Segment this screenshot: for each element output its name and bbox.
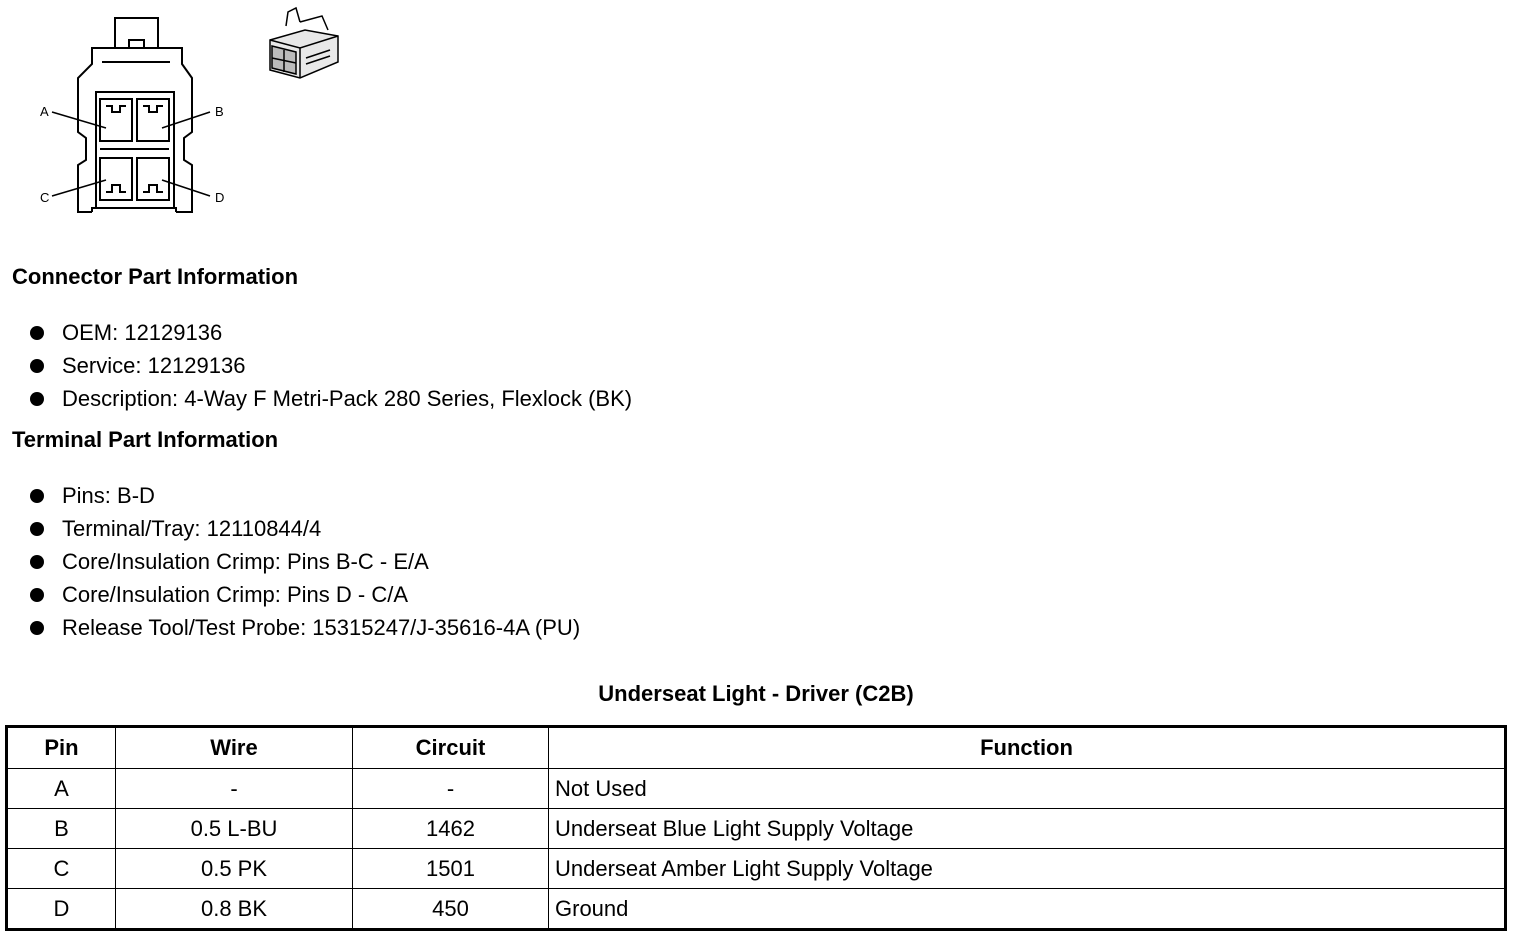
terminal-part-list bbox=[30, 479, 580, 644]
column-header-wire: Wire bbox=[116, 727, 353, 769]
connector-face-view bbox=[0, 0, 360, 230]
cell-pin: B bbox=[7, 809, 116, 849]
table-row bbox=[7, 889, 1506, 930]
connector-diagram bbox=[0, 0, 360, 230]
pin-label-d: D bbox=[215, 190, 225, 205]
cell-wire: 0.5 PK bbox=[116, 849, 353, 889]
connector-part-item-service: Service: 12129136 bbox=[30, 349, 632, 382]
cell-function: Underseat Blue Light Supply Voltage bbox=[549, 809, 1506, 849]
cell-circuit: 1462 bbox=[353, 809, 549, 849]
terminal-part-heading: Terminal Part Information bbox=[12, 427, 279, 452]
cell-circuit: 1501 bbox=[353, 849, 549, 889]
cell-wire: 0.8 BK bbox=[116, 889, 353, 930]
column-header-function: Function bbox=[549, 727, 1506, 769]
cell-wire: - bbox=[116, 769, 353, 809]
column-header-circuit: Circuit bbox=[353, 727, 549, 769]
terminal-part-item-crimp-d: Core/Insulation Crimp: Pins D - C/A bbox=[30, 578, 580, 611]
table-title: Underseat Light - Driver (C2B) bbox=[598, 681, 914, 706]
table-header-row bbox=[7, 727, 1506, 769]
cell-circuit: - bbox=[353, 769, 549, 809]
table-row bbox=[7, 769, 1506, 809]
table-row bbox=[7, 809, 1506, 849]
cell-function: Not Used bbox=[549, 769, 1506, 809]
connector-part-heading: Connector Part Information bbox=[12, 264, 299, 289]
cell-pin: C bbox=[7, 849, 116, 889]
cell-wire: 0.5 L-BU bbox=[116, 809, 353, 849]
cell-function: Ground bbox=[549, 889, 1506, 930]
connector-part-list bbox=[30, 316, 632, 415]
terminal-part-item-tray: Terminal/Tray: 12110844/4 bbox=[30, 512, 580, 545]
terminal-part-item-pins: Pins: B-D bbox=[30, 479, 580, 512]
column-header-pin: Pin bbox=[7, 727, 116, 769]
connector-part-item-description: Description: 4-Way F Metri-Pack 280 Series, Flexlock (BK) bbox=[30, 382, 632, 415]
terminal-part-item-release-tool: Release Tool/Test Probe: 15315247/J-35616-4A (PU) bbox=[30, 611, 580, 644]
cell-circuit: 450 bbox=[353, 889, 549, 930]
pinout-table bbox=[5, 725, 1507, 931]
pin-label-c: C bbox=[40, 190, 50, 205]
cell-function: Underseat Amber Light Supply Voltage bbox=[549, 849, 1506, 889]
pin-label-a: A bbox=[40, 104, 49, 119]
pin-label-b: B bbox=[215, 104, 224, 119]
terminal-part-item-crimp-bc: Core/Insulation Crimp: Pins B-C - E/A bbox=[30, 545, 580, 578]
cell-pin: A bbox=[7, 769, 116, 809]
table-row bbox=[7, 849, 1506, 889]
connector-3d-icon bbox=[270, 8, 338, 78]
cell-pin: D bbox=[7, 889, 116, 930]
connector-part-item-oem: OEM: 12129136 bbox=[30, 316, 632, 349]
